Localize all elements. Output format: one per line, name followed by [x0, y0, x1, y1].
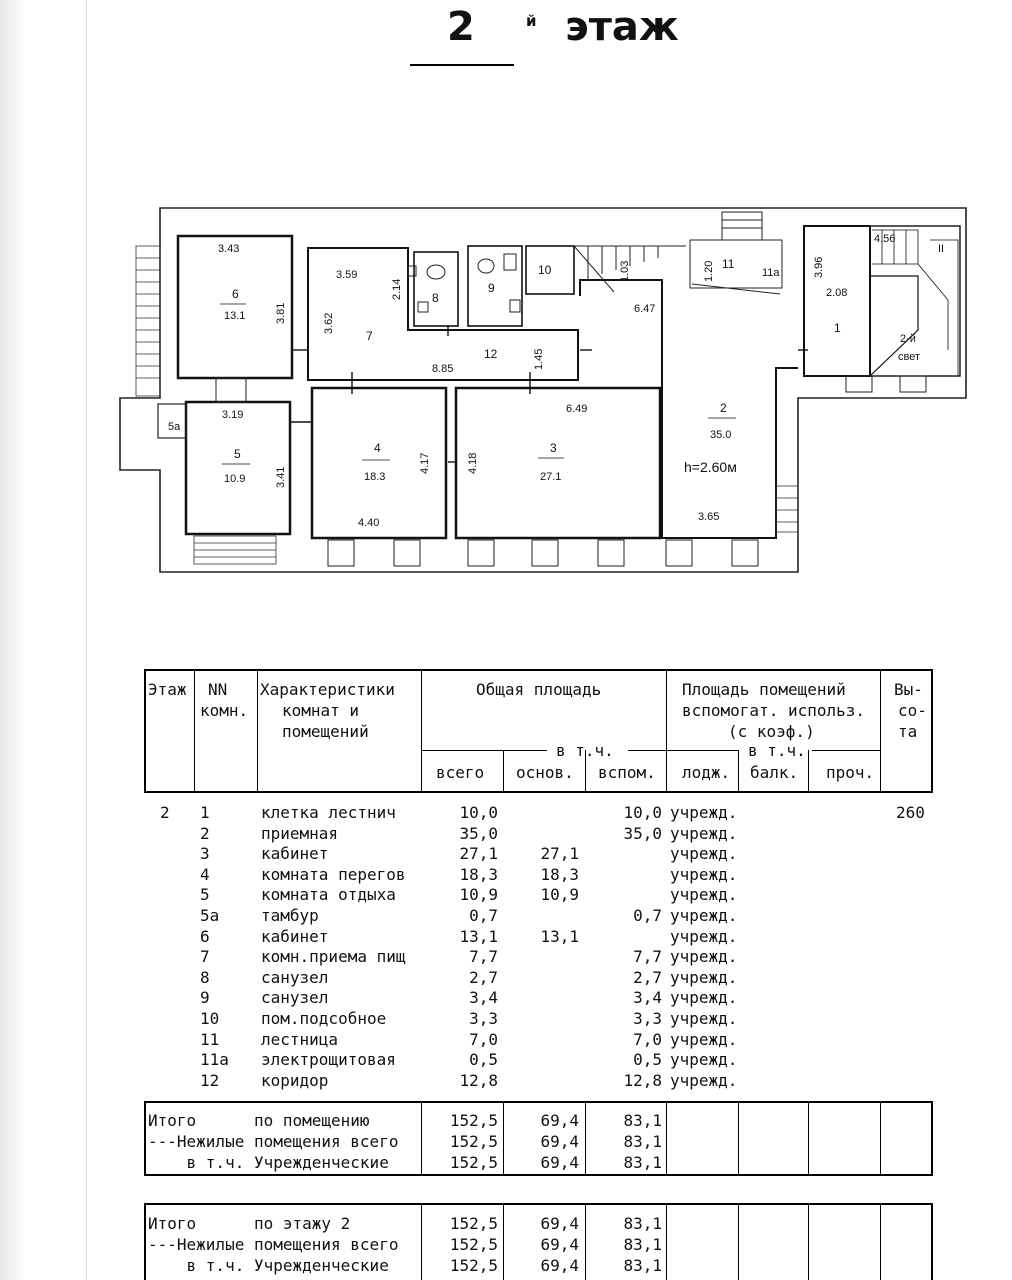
summary-label: ---Нежилые помещения всего [148, 1132, 399, 1151]
col-balcony-header: балк. [750, 763, 799, 782]
row-use: учрежд. [670, 885, 738, 905]
summary-label: Итого по этажу 2 [148, 1214, 351, 1233]
row-name: комната перегов [261, 864, 406, 884]
summary-main: 69,4 [540, 1111, 579, 1130]
summary-total: 152,5 [449, 1256, 498, 1275]
floor-value: 2 [160, 803, 170, 822]
summary-label: в т.ч. Учрежденческие [148, 1153, 389, 1172]
row-main: 13,1 [540, 926, 579, 946]
row-nn: 5а [200, 906, 220, 925]
svg-text:3.41: 3.41 [275, 466, 287, 488]
summary-total: 152,5 [449, 1214, 498, 1233]
summary-aux: 83,1 [623, 1235, 662, 1254]
svg-text:4.40: 4.40 [358, 517, 380, 529]
row-use: учрежд. [670, 1070, 738, 1090]
row-nn: 2 [200, 823, 210, 843]
summary-aux: 83,1 [623, 1111, 662, 1130]
row-name: пом.подсобное [261, 1009, 387, 1028]
svg-text:3.96: 3.96 [813, 256, 825, 278]
col-char-header-1: Характеристики [260, 680, 395, 699]
row-name: приемная [261, 823, 339, 843]
row-total: 3,3 [469, 1009, 498, 1028]
sanitary-fixtures [408, 254, 520, 312]
row-aux: 3,3 [633, 1009, 662, 1028]
svg-text:1.03: 1.03 [619, 260, 631, 282]
summary-aux: 83,1 [623, 1214, 662, 1233]
svg-text:1.45: 1.45 [533, 348, 545, 370]
row-aux: 3,4 [633, 988, 662, 1008]
row-name: комн.приема пищ [261, 947, 406, 967]
svg-text:10: 10 [538, 263, 552, 277]
exterior-stair-left [136, 246, 160, 396]
bottom-stairs [194, 536, 276, 564]
col-height-header-2: со- [898, 701, 927, 720]
summary-main: 69,4 [540, 1214, 579, 1233]
col-auxuse-incl: в т.ч. [748, 741, 806, 760]
col-auxuse-header-1: Площадь помещений [682, 680, 846, 699]
row-use: учрежд. [670, 1050, 738, 1070]
col-aux-header: вспом. [598, 763, 656, 782]
row-aux: 0,5 [633, 1050, 662, 1070]
floor-plan [118, 200, 978, 580]
col-nn-header-2: комн. [200, 701, 249, 720]
row-aux: 10,0 [623, 803, 662, 822]
row-use: учрежд. [670, 803, 738, 822]
svg-text:35.0: 35.0 [710, 429, 732, 441]
row-aux: 35,0 [623, 823, 662, 843]
row-nn: 10 [200, 1009, 220, 1028]
svg-text:5: 5 [234, 447, 241, 461]
svg-text:8.85: 8.85 [432, 363, 454, 375]
row-total: 13,1 [459, 926, 498, 946]
row-use: учрежд. [670, 823, 738, 843]
row-name: санузел [261, 988, 329, 1008]
height-value: 260 [896, 803, 925, 822]
svg-text:13.1: 13.1 [224, 310, 246, 322]
row-main: 27,1 [540, 844, 579, 864]
row-main: 18,3 [540, 864, 579, 884]
row-use: учрежд. [670, 967, 738, 987]
svg-text:II: II [938, 243, 945, 255]
row-name: коридор [261, 1070, 329, 1090]
row-use: учрежд. [670, 864, 738, 884]
row-total: 10,0 [459, 803, 498, 822]
svg-text:3.65: 3.65 [698, 511, 720, 523]
svg-text:8: 8 [432, 291, 439, 305]
floor-number: 2 [447, 4, 475, 50]
row-total: 7,0 [469, 1029, 498, 1049]
row-total: 3,4 [469, 988, 498, 1008]
right-door-stairs [776, 486, 798, 532]
row-name: комната отдыха [261, 885, 396, 905]
summary-main: 69,4 [540, 1132, 579, 1151]
svg-text:6.47: 6.47 [634, 303, 656, 315]
scan-edge-shadow [0, 0, 26, 1280]
row-use: учрежд. [670, 988, 738, 1008]
svg-text:18.3: 18.3 [364, 471, 386, 483]
row-total: 0,5 [469, 1050, 498, 1070]
row-use: учрежд. [670, 844, 738, 864]
row-use: учрежд. [670, 926, 738, 946]
svg-text:1.20: 1.20 [703, 260, 715, 282]
svg-text:3.62: 3.62 [323, 312, 335, 334]
svg-text:3.43: 3.43 [218, 243, 240, 255]
row-total: 18,3 [459, 864, 498, 884]
col-char-header-3: помещений [282, 722, 369, 741]
row-use: учрежд. [670, 947, 738, 967]
room-2-outline [580, 280, 798, 538]
svg-text:5a: 5a [168, 421, 181, 433]
svg-text:4.18: 4.18 [467, 452, 479, 474]
col-other-header: проч. [826, 763, 875, 782]
svg-text:свет: свет [898, 351, 921, 363]
col-height-header-1: Вы- [894, 680, 923, 699]
svg-text:12: 12 [484, 347, 498, 361]
scan-fold-line [86, 0, 87, 1280]
svg-text:2: 2 [720, 401, 727, 415]
row-total: 7,7 [469, 947, 498, 967]
svg-text:27.1: 27.1 [540, 471, 562, 483]
header-underline [410, 64, 514, 66]
row-use: учрежд. [670, 1009, 738, 1028]
svg-text:6.49: 6.49 [566, 403, 588, 415]
col-char-header-2: комнат и [282, 701, 360, 720]
row-nn: 4 [200, 864, 210, 884]
row-main: 10,9 [540, 885, 579, 905]
row-total: 12,8 [459, 1070, 498, 1090]
summary-total: 152,5 [449, 1153, 498, 1172]
svg-text:10.9: 10.9 [224, 473, 246, 485]
row-name: кабинет [261, 844, 329, 864]
svg-text:3.19: 3.19 [222, 409, 244, 421]
summary-aux: 83,1 [623, 1153, 662, 1172]
svg-text:3.59: 3.59 [336, 269, 358, 281]
room-8-outline [414, 252, 458, 326]
row-name: электрощитовая [261, 1050, 396, 1070]
summary-label: в т.ч. Учрежденческие [148, 1256, 389, 1275]
summary-total: 152,5 [449, 1235, 498, 1254]
svg-text:2-й: 2-й [900, 333, 916, 345]
row-total: 2,7 [469, 967, 498, 987]
row-aux: 0,7 [633, 906, 662, 925]
row-aux: 2,7 [633, 967, 662, 987]
col-nn-header: NN [208, 680, 228, 699]
svg-text:3: 3 [550, 441, 557, 455]
svg-text:2.08: 2.08 [826, 287, 848, 299]
row-name: клетка лестнич [261, 803, 396, 822]
row-name: лестница [261, 1029, 339, 1049]
svg-text:9: 9 [488, 281, 495, 295]
stair-11 [574, 212, 782, 294]
svg-text:6: 6 [232, 287, 239, 301]
row-name: кабинет [261, 926, 329, 946]
svg-text:h=2.60м: h=2.60м [684, 459, 737, 475]
row-nn: 7 [200, 947, 210, 967]
stairwell-room-1 [804, 226, 960, 376]
summary-label: Итого по помещению [148, 1111, 370, 1130]
room-9-outline [468, 246, 522, 326]
row-nn: 11а [200, 1050, 229, 1070]
row-use: учрежд. [670, 906, 738, 925]
svg-text:4.56: 4.56 [874, 233, 896, 245]
svg-text:11a: 11a [762, 267, 780, 279]
row-name: санузел [261, 967, 329, 987]
floor-ordinal-suffix: й [526, 12, 537, 30]
col-area-header: Общая площадь [476, 680, 602, 699]
row-nn: 1 [200, 803, 210, 822]
col-area-incl: в т.ч. [556, 741, 614, 760]
row-use: учрежд. [670, 1029, 738, 1049]
row-nn: 5 [200, 885, 210, 905]
summary-main: 69,4 [540, 1256, 579, 1275]
row-total: 10,9 [459, 885, 498, 905]
row-total: 35,0 [459, 823, 498, 843]
row-aux: 7,7 [633, 947, 662, 967]
row-total: 0,7 [469, 906, 498, 925]
svg-text:3.81: 3.81 [275, 302, 287, 324]
col-loggia-header: лодж. [682, 763, 731, 782]
floor-word: этаж [565, 4, 679, 50]
summary-total: 152,5 [449, 1132, 498, 1151]
row-nn: 9 [200, 988, 210, 1008]
summary-total: 152,5 [449, 1111, 498, 1130]
row-nn: 3 [200, 844, 210, 864]
col-auxuse-header-2: вспомогат. использ. [682, 701, 866, 720]
row-aux: 12,8 [623, 1070, 662, 1090]
summary-main: 69,4 [540, 1235, 579, 1254]
svg-text:2.14: 2.14 [391, 278, 403, 300]
col-total-header: всего [436, 763, 485, 782]
row-aux: 7,0 [633, 1029, 662, 1049]
svg-text:1: 1 [834, 321, 841, 335]
summary-label: ---Нежилые помещения всего [148, 1235, 399, 1254]
summary-aux: 83,1 [623, 1256, 662, 1275]
room-3-outline [456, 388, 660, 538]
row-nn: 11 [200, 1029, 220, 1049]
col-main-header: основ. [516, 763, 574, 782]
svg-text:4: 4 [374, 441, 381, 455]
summary-main: 69,4 [540, 1153, 579, 1172]
row-name: тамбур [261, 906, 319, 925]
summary-aux: 83,1 [623, 1132, 662, 1151]
door-ticks [290, 326, 808, 462]
svg-text:4.17: 4.17 [419, 452, 431, 474]
col-floor-header: Этаж [148, 680, 187, 699]
row-nn: 12 [200, 1070, 220, 1090]
row-total: 27,1 [459, 844, 498, 864]
svg-text:7: 7 [366, 329, 373, 343]
svg-text:11: 11 [722, 257, 735, 271]
col-auxuse-header-3: (с коэф.) [728, 722, 815, 741]
row-nn: 6 [200, 926, 210, 946]
col-height-header-3: та [898, 722, 918, 741]
row-nn: 8 [200, 967, 210, 987]
